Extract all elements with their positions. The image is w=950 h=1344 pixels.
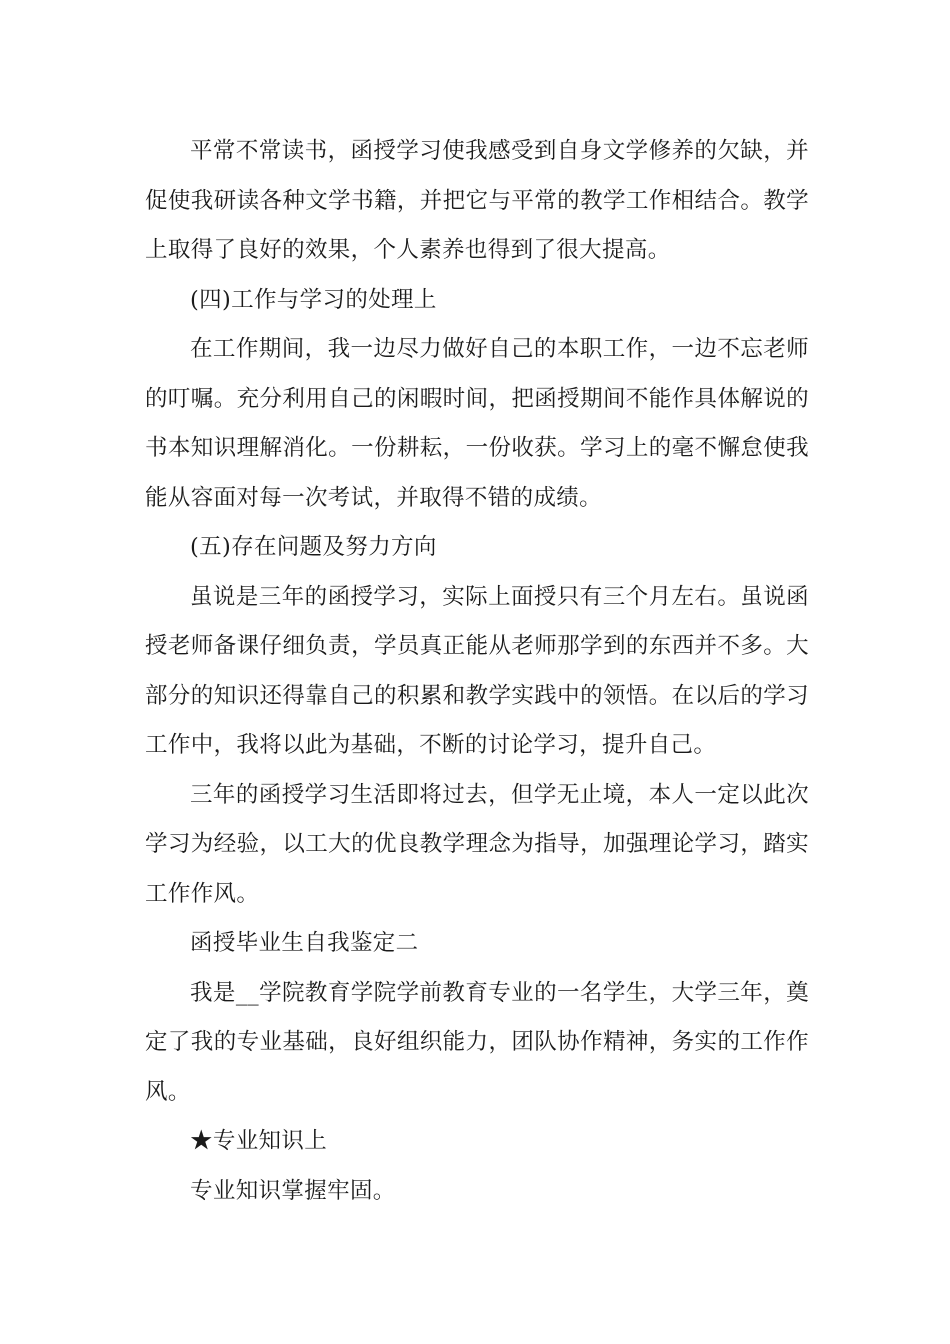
section-heading-professional-knowledge: ★专业知识上 <box>190 1128 328 1154</box>
paragraph-problems: 虽说是三年的函授学习，实际上面授只有三个月左右。虽说函授老师备课仔细负责，学员真正能从老师那学到的东西并不多。大部分的知识还得靠自己的积累和教学实践中的领悟。在以后的学习工作中，我将以此为基础，不断的讨论学习，提升自己。 <box>145 583 809 758</box>
section-title-appraisal-two: 函授毕业生自我鉴定二 <box>190 930 419 956</box>
paragraph-introduction: 我是__学院教育学院学前教育专业的一名学生，大学三年，奠定了我的专业基础，良好组织能力，团队协作精神，务实的工作作风。 <box>145 979 809 1105</box>
section-heading-problems-direction: (五)存在问题及努力方向 <box>190 534 437 560</box>
paragraph-conclusion: 三年的函授学习生活即将过去，但学无止境，本人一定以此次学习为经验，以工大的优良教学理念为指导，加强理论学习，踏实工作作风。 <box>145 781 809 907</box>
document-body <box>145 127 809 1216</box>
paragraph-work-period: 在工作期间，我一边尽力做好自己的本职工作，一边不忘老师的叮嘱。充分利用自己的闲暇时间，把函授期间不能作具体解说的书本知识理解消化。一份耕耘，一份收获。学习上的毫不懈怠使我能从容面对每一次考试，并取得不错的成绩。 <box>145 336 809 511</box>
section-heading-work-study: (四)工作与学习的处理上 <box>190 286 437 313</box>
paragraph-reading-reflection: 平常不常读书，函授学习使我感受到自身文学修养的欠缺，并促使我研读各种文学书籍，并把它与平常的教学工作相结合。教学上取得了良好的效果，个人素养也得到了很大提高。 <box>145 138 809 263</box>
paragraph-knowledge-solid: 专业知识掌握牢固。 <box>190 1177 396 1204</box>
